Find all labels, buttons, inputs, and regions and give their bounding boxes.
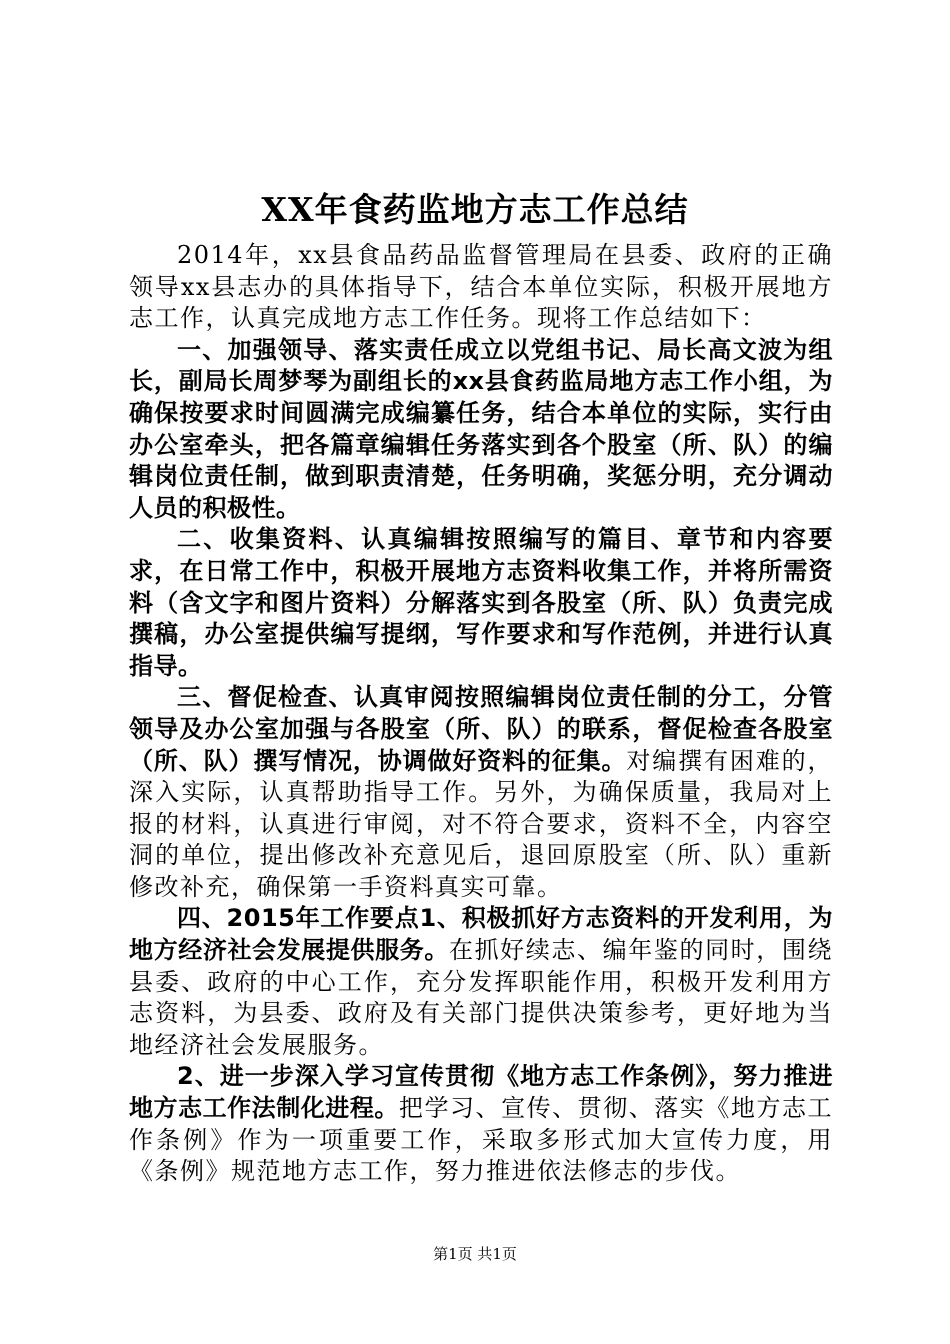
- paragraph-text: 把学习、宣传、贯彻、落实《地方志工作条例》作为一项重要工作，采取多形式加大宣传力度，用《条例》规范地方志工作，努力推进依法修志的步伐。: [129, 1094, 834, 1186]
- paragraph-text: 对编撰有困难的，深入实际，认真帮助指导工作。另外，为确保质量，我局对上报的材料，认真进行审阅，对不符合要求，资料不全，内容空洞的单位，提出修改补充意见后，退回原股室（所、队）重新修改补充，确保第一手资料真实可靠。: [129, 746, 833, 901]
- paragraph-text: 2014年，xx县食品药品监督管理局在县委、政府的正确领导xx县志办的具体指导下，结合本单位实际，积极开展地方志工作，认真完成地方志工作任务。现将工作总结如下：: [129, 241, 833, 333]
- paragraph-heading: 一、加强领导、落实责任成立以党组书记、局长高文波为组长，副局长周梦琴为副组长的xx县食药监局地方志工作小组，为确保按要求时间圆满完成编纂任务，结合本单位的实际，实行由办公室牵头，把各篇章编辑任务落实到各个股室（所、队）的编辑岗位责任制，做到职责清楚，任务明确，奖惩分明，充分调动人员的积极性。: [129, 335, 833, 522]
- paragraph-section-2: [129, 524, 833, 682]
- paragraph-section-4-item-2: [129, 1061, 833, 1187]
- document-body: [129, 240, 833, 1188]
- paragraph-heading: 三、督促检查、认真审阅按照编辑岗位责任制的分工，分管领导及办公室加强与各股室（所、队）的联系，督促检查各股室（所、队）撰写情况，协调做好资料的征集。: [129, 683, 833, 775]
- paragraph-intro: [129, 240, 833, 335]
- page-number-footer: 第1页 共1页: [433, 1245, 517, 1263]
- paragraph-section-3: [129, 682, 833, 903]
- paragraph-section-4: [129, 903, 833, 1061]
- paragraph-text: 在抓好续志、编年鉴的同时，围绕县委、政府的中心工作，充分发挥职能作用，积极开发利用方志资料，为县委、政府及有关部门提供决策参考，更好地为当地经济社会发展服务。: [129, 936, 834, 1059]
- paragraph-section-1: [129, 335, 833, 525]
- document-title: XX年食药监地方志工作总结: [261, 190, 689, 229]
- paragraph-heading: 2、进一步深入学习宣传贯彻《地方志工作条例》，努力推进地方志工作法制化进程。: [129, 1062, 833, 1123]
- paragraph-heading: 二、收集资料、认真编辑按照编写的篇目、章节和内容要求，在日常工作中，积极开展地方志资料收集工作，并将所需资料（含文字和图片资料）分解落实到各股室（所、队）负责完成撰稿，办公室提供编写提纲，写作要求和写作范例，并进行认真指导。: [129, 525, 833, 680]
- paragraph-heading: 四、2015年工作要点1、积极抓好方志资料的开发利用，为地方经济社会发展提供服务。: [129, 904, 833, 965]
